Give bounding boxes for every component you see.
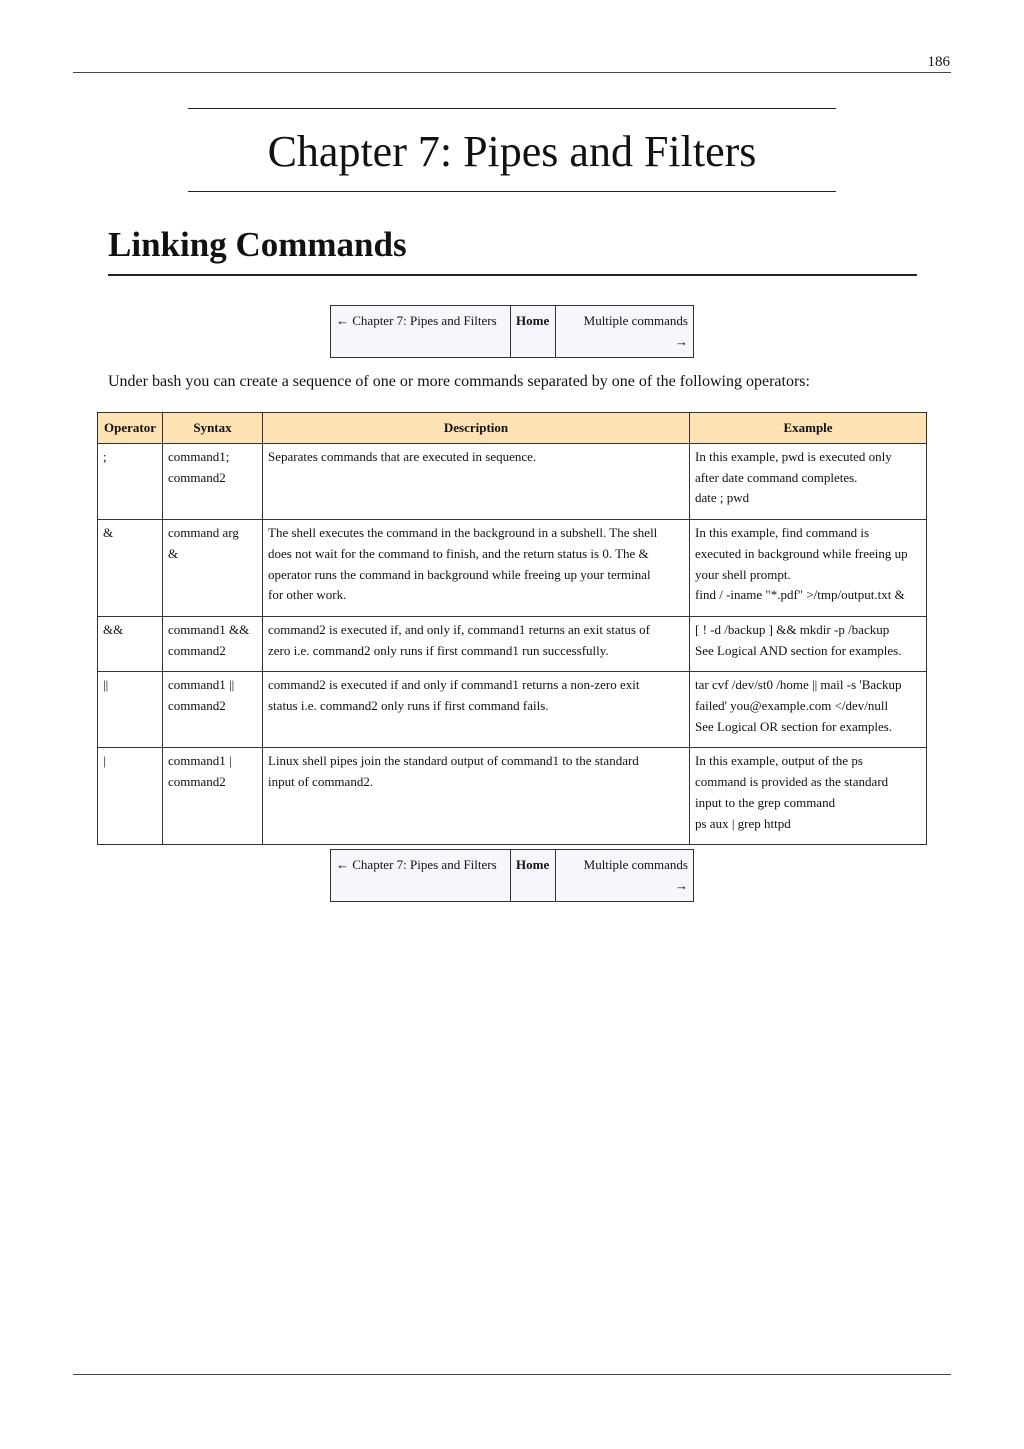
cell-syntax-line: command1; xyxy=(168,449,230,464)
footer-rule xyxy=(73,1374,951,1375)
cell-example xyxy=(690,520,927,617)
cell-example xyxy=(690,748,927,845)
cell-syntax xyxy=(163,520,263,617)
cell-example-line: In this example, find command is xyxy=(695,525,870,541)
cell-syntax-line: command arg xyxy=(168,525,239,541)
cell-description-line: input of command2. xyxy=(268,774,374,790)
cell-example-line: after date command completes. xyxy=(695,469,858,485)
cell-example-line: command is provided as the standard xyxy=(695,774,889,790)
nav-home-link[interactable]: Home xyxy=(511,306,556,357)
cell-description-line: for other work. xyxy=(268,587,347,603)
cell-syntax xyxy=(163,616,263,671)
cell-example xyxy=(690,616,927,671)
nav-next-link[interactable] xyxy=(556,306,693,357)
cell-syntax xyxy=(163,672,263,748)
table-row xyxy=(98,444,927,520)
cell-syntax xyxy=(163,748,263,845)
cell-description xyxy=(263,748,690,845)
cell-example-line: find / -iname "*.pdf" >/tmp/output.txt & xyxy=(695,587,905,603)
section-title: Linking Commands xyxy=(108,225,407,264)
cell-description-line: command2 is executed if, and only if, command1 returns an exit status of xyxy=(268,621,650,637)
header-operator: Operator xyxy=(98,413,163,444)
header-description: Description xyxy=(263,413,690,444)
page-number: 186 xyxy=(927,54,950,70)
table-row xyxy=(98,616,927,671)
cell-example-line: In this example, pwd is executed only xyxy=(695,449,892,464)
nav-next-label: Multiple commands xyxy=(583,857,688,872)
operators-table xyxy=(97,412,927,845)
cell-description-line: Linux shell pipes join the standard output of command1 to the standard xyxy=(268,753,639,769)
cell-example-line: failed' you@example.com </dev/null xyxy=(695,698,889,714)
nav-next-label: Multiple commands xyxy=(583,313,688,328)
table-row xyxy=(98,520,927,617)
cell-operator: & xyxy=(98,520,163,617)
cell-syntax xyxy=(163,444,263,520)
chapter-title: Chapter 7: Pipes and Filters xyxy=(267,127,757,176)
cell-example xyxy=(690,444,927,520)
cell-description xyxy=(263,520,690,617)
table-row xyxy=(98,748,927,845)
cell-operator: ; xyxy=(98,444,163,520)
nav-prev-link[interactable]: ← Chapter 7: Pipes and Filters xyxy=(331,306,511,357)
arrow-right-icon: → xyxy=(675,334,688,349)
cell-description-line: Separates commands that are executed in sequence. xyxy=(268,449,537,464)
cell-operator: | xyxy=(98,748,163,845)
header-syntax: Syntax xyxy=(163,413,263,444)
cell-example-line: input to the grep command xyxy=(695,794,836,810)
cell-syntax-line: command2 xyxy=(168,469,226,485)
cell-example-line: your shell prompt. xyxy=(695,566,791,582)
cell-operator: || xyxy=(98,672,163,748)
intro-text: Under bash you can create a sequence of one or more commands separated by one of the following operators: xyxy=(108,373,810,390)
cell-syntax-line: command2 xyxy=(168,698,226,714)
cell-description xyxy=(263,616,690,671)
cell-example-line: See Logical AND section for examples. xyxy=(695,642,902,658)
chapter-rule-top xyxy=(188,108,836,109)
cell-description-line: does not wait for the command to finish, and the return status is 0. The & xyxy=(268,545,649,561)
table-row xyxy=(98,672,927,748)
cell-description-line: zero i.e. command2 only runs if first command1 run successfully. xyxy=(268,642,609,658)
chapter-rule-bottom xyxy=(188,191,836,192)
cell-example-line: ps aux | grep httpd xyxy=(695,815,791,831)
cell-syntax-line: command2 xyxy=(168,774,226,790)
cell-syntax-line: command1 || xyxy=(168,677,235,693)
cell-example-line: date ; pwd xyxy=(695,490,750,506)
cell-example-line: See Logical OR section for examples. xyxy=(695,718,893,734)
cell-description xyxy=(263,444,690,520)
section-rule xyxy=(108,274,917,276)
cell-description-line: The shell executes the command in the background in a subshell. The shell xyxy=(268,525,658,541)
table-body xyxy=(98,444,927,845)
cell-description-line: status i.e. command2 only runs if first command fails. xyxy=(268,698,549,714)
table-header-row xyxy=(98,413,927,444)
cell-syntax-line: & xyxy=(168,545,179,561)
cell-example-line: [ ! -d /backup ] && mkdir -p /backup xyxy=(695,621,890,637)
cell-syntax-line: command2 xyxy=(168,642,226,658)
header-example: Example xyxy=(690,413,927,444)
cell-example-line: tar cvf /dev/st0 /home || mail -s 'Backup xyxy=(695,677,902,693)
arrow-right-icon: → xyxy=(675,878,688,893)
cell-operator: && xyxy=(98,616,163,671)
cell-example xyxy=(690,672,927,748)
nav-next-link[interactable] xyxy=(556,850,693,901)
cell-example-line: executed in background while freeing up xyxy=(695,545,908,561)
header-rule xyxy=(73,72,951,73)
nav-box-top xyxy=(330,305,694,358)
nav-home-link[interactable]: Home xyxy=(511,850,556,901)
cell-description-line: command2 is executed if and only if command1 returns a non-zero exit xyxy=(268,677,640,693)
cell-description xyxy=(263,672,690,748)
cell-description-line: operator runs the command in background while freeing up your terminal xyxy=(268,566,651,582)
cell-syntax-line: command1 && xyxy=(168,621,250,637)
nav-box-bottom xyxy=(330,849,694,902)
nav-prev-link[interactable]: ← Chapter 7: Pipes and Filters xyxy=(331,850,511,901)
cell-example-line: In this example, output of the ps xyxy=(695,753,863,769)
cell-syntax-line: command1 | xyxy=(168,753,232,769)
